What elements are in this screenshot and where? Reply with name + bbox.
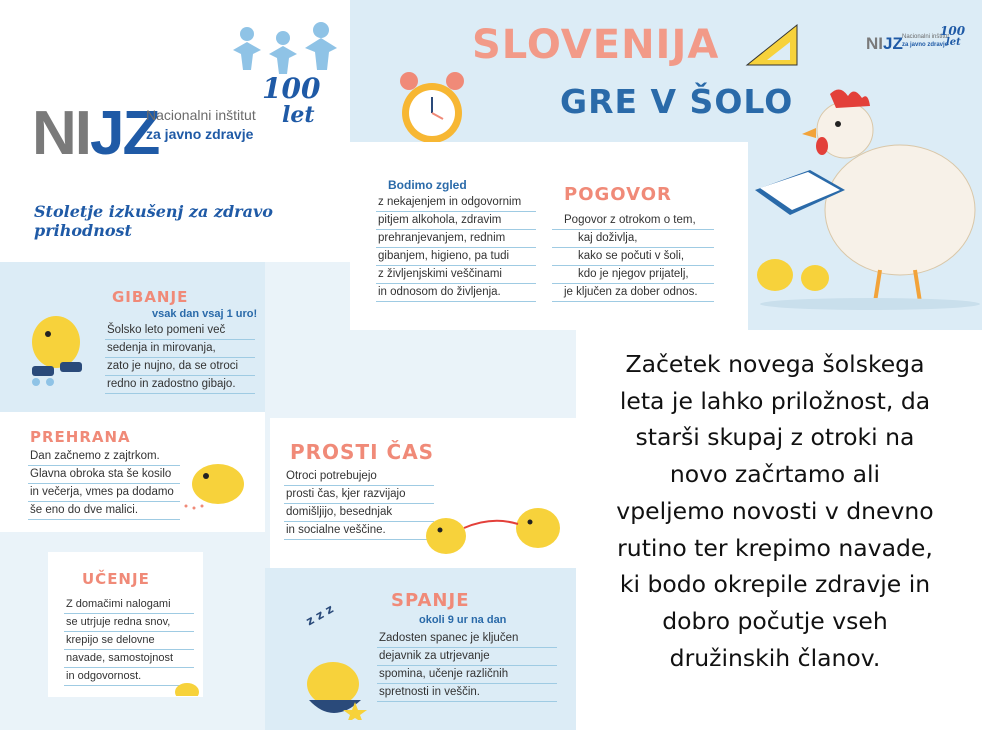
- caption-line: vpeljemo novosti v dnevno: [616, 496, 934, 525]
- prosti-line: in socialne veščine.: [284, 522, 434, 540]
- caption-line: dobro počutje vseh: [662, 606, 888, 635]
- anniversary-number: 100: [262, 72, 321, 105]
- ucenje-card: [48, 552, 203, 697]
- bodimo-line: z življenjskimi veščinami: [376, 266, 536, 284]
- small-logo: NIJZ: [866, 34, 903, 53]
- gibanje-line: zato je nujno, da se otroci: [105, 358, 255, 376]
- poster-title-2: GRE V ŠOLO: [560, 82, 794, 121]
- small-anniv-number: 100: [940, 24, 966, 38]
- gibanje-line: redno in zadostno gibajo.: [105, 376, 255, 394]
- ucenje-line: in odgovornost.: [64, 668, 194, 686]
- small-logo-line-2: za javno zdravje: [902, 42, 949, 48]
- spanje-line: Zadosten spanec je ključen: [377, 630, 557, 648]
- bodimo-line: in odnosom do življenja.: [376, 284, 536, 302]
- ucenje-line: se utrjuje redna snov,: [64, 614, 194, 632]
- chick-eating-icon: [180, 454, 250, 514]
- caption-line: ki bodo okrepile zdravje in: [619, 570, 931, 599]
- spanje-card: [265, 568, 576, 730]
- ucenje-line: navade, samostojnost: [64, 650, 194, 668]
- pogovor-heading: POGOVOR: [564, 184, 672, 205]
- prosti-card: [270, 418, 576, 568]
- caption-line: rutino ter krepimo navade,: [617, 533, 933, 562]
- small-anniv-word: let: [946, 37, 961, 48]
- ucenje-list: [64, 596, 194, 686]
- spanje-line: spomina, učenje različnih: [377, 666, 557, 684]
- ucenje-line: krepijo se delovne: [64, 632, 194, 650]
- nijz-logo: NIJZ: [32, 99, 159, 168]
- prosti-line: Otroci potrebujejo: [284, 468, 434, 486]
- bodimo-line: pitjem alkohola, zdravim: [376, 212, 536, 230]
- prehrana-line: še eno do dve malici.: [28, 502, 180, 520]
- gibanje-heading: GIBANJE: [112, 288, 189, 306]
- gibanje-list: [105, 322, 255, 394]
- caption-line: Začetek novega šolskega: [625, 350, 925, 378]
- poster-card: [350, 0, 982, 330]
- ucenje-heading: UČENJE: [82, 570, 150, 588]
- pogovor-line: kdo je njegov prijatelj,: [552, 266, 714, 284]
- logo-card: [0, 0, 350, 262]
- gibanje-sub: vsak dan vsaj 1 uro!: [152, 308, 258, 320]
- chick-peek-icon: [172, 680, 202, 696]
- prehrana-line: Dan začnemo z zajtrkom.: [28, 448, 180, 466]
- ruler-triangle-icon: [742, 20, 802, 70]
- prosti-line: prosti čas, kjer razvijajo: [284, 486, 434, 504]
- spanje-list: [377, 630, 557, 702]
- caption-line: starši skupaj z otroki na: [635, 423, 915, 452]
- notebook-paper: [350, 142, 748, 330]
- bodimo-line: prehranjevanjem, rednim: [376, 230, 536, 248]
- caption-line: leta je lahko priložnost, da: [619, 386, 931, 415]
- chicks-playing-icon: [422, 494, 572, 564]
- gibanje-line: Šolsko leto pomeni več: [105, 322, 255, 340]
- prehrana-heading: PREHRANA: [30, 428, 131, 446]
- spanje-line: spretnosti in veščin.: [377, 684, 557, 702]
- spanje-heading: SPANJE: [391, 590, 470, 611]
- hen-illustration: [750, 80, 982, 310]
- spanje-sub: okoli 9 ur na dan: [419, 614, 507, 626]
- anniversary-word: let: [282, 102, 315, 128]
- chick-sleeping-icon: [295, 640, 370, 720]
- bodimo-list: [376, 194, 536, 302]
- small-logo-line-1: Nacionalni inštitut: [902, 34, 950, 40]
- bodimo-line: gibanjem, higieno, pa tudi: [376, 248, 536, 266]
- tagline: Stoletje izkušenj za zdravo prihodnost: [34, 202, 273, 240]
- prehrana-line: in večerja, vmes pa dodamo: [28, 484, 180, 502]
- logo-line-2: za javno zdravje: [146, 126, 254, 142]
- gibanje-card: [0, 262, 265, 412]
- ucenje-line: Z domačimi nalogami: [64, 596, 194, 614]
- poster-title-1: SLOVENIJA: [472, 22, 720, 68]
- prehrana-line: Glavna obroka sta še kosilo: [28, 466, 180, 484]
- gibanje-line: sedenja in mirovanja,: [105, 340, 255, 358]
- bodimo-heading: Bodimo zgled: [388, 178, 467, 192]
- prosti-heading: PROSTI ČAS: [290, 440, 435, 464]
- caption-text: [576, 346, 974, 676]
- spanje-line: dejavnik za utrjevanje: [377, 648, 557, 666]
- pogovor-line: je ključen za dober odnos.: [552, 284, 714, 302]
- logo-line-1: Nacionalni inštitut: [146, 107, 256, 123]
- people-icon: [225, 20, 345, 80]
- chick-rollerskate-icon: [18, 302, 93, 392]
- pogovor-line: kako se počuti v šoli,: [552, 248, 714, 266]
- prosti-line: domišljijo, besednjak: [284, 504, 434, 522]
- pogovor-line: Pogovor z otrokom o tem,: [552, 212, 714, 230]
- prehrana-card: [0, 412, 265, 532]
- zzz-icon: z z z: [303, 601, 336, 629]
- caption-line: družinskih članov.: [669, 643, 881, 672]
- pogovor-line: kaj doživlja,: [552, 230, 714, 248]
- prosti-list: [284, 468, 434, 540]
- bodimo-line: z nekajenjem in odgovornim: [376, 194, 536, 212]
- prehrana-list: [28, 448, 180, 520]
- alarm-clock-icon: [395, 65, 470, 150]
- pogovor-list: [552, 212, 714, 302]
- caption-line: novo začrtamo ali: [669, 460, 881, 489]
